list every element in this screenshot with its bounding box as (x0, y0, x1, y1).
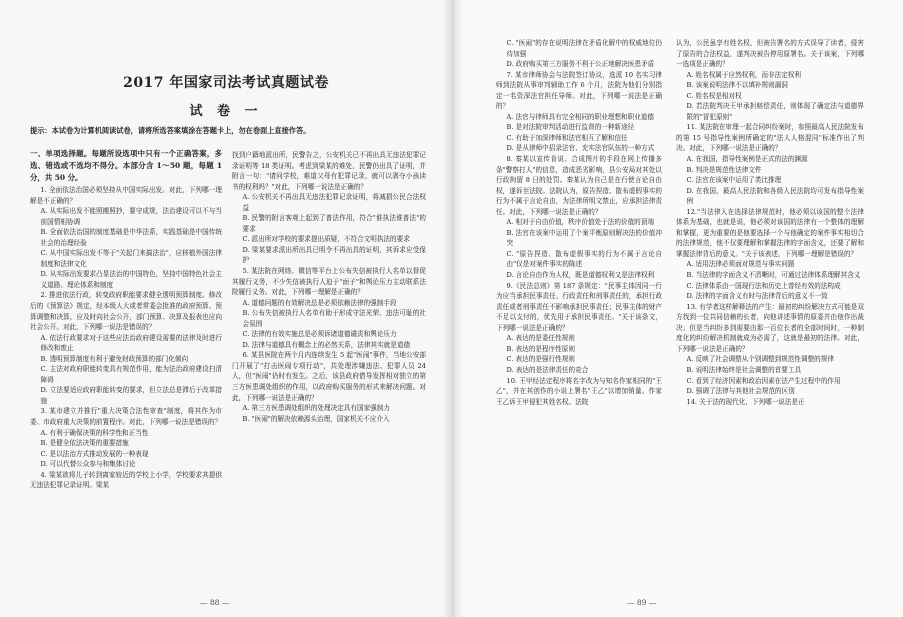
answer-option: B. 表达的是程序性原则 (506, 344, 575, 353)
answer-option: D. 言论自由作为人权，既是道德权利又是法律权利 (506, 271, 655, 280)
question-text: 4. 梁某欲将儿子转到离家较近的学校上小学，学校要求其提供无违法犯罪记录证明。梁某 (30, 470, 222, 490)
answer-option: B. 公布失信被执行人名单有助于形成守法光荣、违法可耻的社会氛围 (242, 309, 426, 328)
question-text: 8. 秦某以宣传肯说、合成图片的手段在网上传播多条"警察打人"的信息，造成恶劣影响，县公安局对其处以行政拘留 8 日的处罚。秦某认为自己是在行使言论自由权，遂诉至法院。法院认为，原告捏造、散布虚假事实的行为不属于言论自由，为法律所明文禁止，应承担法律责任。对此，下列哪一说法是正确的？ (496, 155, 662, 216)
answer-option: B. 透明预算制度有利于避免财政预算的部门化倾向 (40, 354, 189, 363)
answer-option: D. 法律的字面含义有时与法律背后的意义不一致 (686, 292, 828, 301)
answer-option: D. 表达的是法律责任的竞合 (506, 365, 589, 374)
answer-option: B. 当法律的字面含义不清晰时，可通过法律体系理解其含义 (686, 271, 861, 280)
answer-option: C. 法律体系由一国现行法和历史上曾经有效的法构成 (686, 281, 841, 290)
answer-option: B. 说明法律始终是社会调整的首要工具 (686, 365, 802, 374)
answer-option: C. 派出所对学校的要求提出质疑，不符合文明执法的要求 (242, 235, 410, 244)
answer-option: C. 法律的有效实施总是必须诉诸道德谴责和舆论压力 (242, 330, 397, 339)
answer-option: A. 在我国，指导性案例是正式的法的渊源 (686, 155, 808, 164)
answer-option: D. 从实际出发要求凸显法治的中国特色，坚持中国特色社会主义道路、理论体系和制度 (40, 270, 222, 289)
question-text: 2. 推进依法行政，转变政府职能要求健全透明预算制度。修改后的《预算法》规定，经本级人大或者常委会批准的政府预算、预算调整和决算，应及时向社会公开，部门预算、决算及报表也应向社会公开。对此，下列哪一说法是错误的？ (30, 291, 222, 332)
right-column-2 (676, 38, 864, 594)
right-column-1 (496, 38, 662, 594)
answer-option: D. 立法要适应政府职能转变的要求，但立法总是滞后于改革措施 (40, 386, 222, 405)
question-text: 1. 全面依法治国必须坚持从中国实际出发。对此，下列哪一理解是不正确的？ (30, 186, 222, 205)
answer-option: A. 公安机关不再出具无违法犯罪记录证明，将减损公民合法权益 (242, 193, 426, 212)
question-text: 6. 某县医院在两个月内连续发生 5 起"医闹"事件，当地公安部门开展了"打击医闹专项行动"，共处理涉嫌违法、犯罪人员 24 人，但"医闹"仍时有发生。之后，该县政府借导发挥相对独立的第三方医患调处组织的作用，以政府购买服务的形式来解决问题。对此，下列哪一说法是正确的？ (232, 351, 426, 402)
exam-title: 2017 年国家司法考试真题试卷 (123, 75, 329, 91)
answer-option: C. 是以法治方式推动发展的一种表现 (40, 449, 149, 458)
section-heading: 一、单项选择题。每题所设选项中只有一个正确答案，多选、错选或不选均不得分。本部分含 1～50 题，每题 1 分，共 50 分。 (30, 149, 222, 182)
answer-option: A. 姓名权属于应然权利，而非法定权利 (686, 70, 801, 79)
answer-option: C. 表达的是强行性规则 (506, 355, 575, 364)
answer-option: B. 全面依法治国的制度基础是中华法系，实践基础是中国传统社会的治理经验 (40, 228, 222, 247)
answer-option: A. 法官与律师具有完全相同的职业理想和职业道德 (506, 112, 654, 121)
question-text: 3. 某市建立并推行"重大决策合法性审查"制度，将其作为市委、市政府重大决策的前置程序。对此，下列哪一说法是错误的？ (30, 407, 222, 427)
question-text: 13. 有学者这样解释法的产生：最初的纠纷解决方式可能是双方找到一位共同信赖的长者，向他讲述事情的原委并由他作出裁决；但是当纠纷多到需要由那一百位长者的全部时间时，一种制度化的纠纷解决机制就成为必需了，这就是最初的法律。对此，下列哪一说法是正确的？ (676, 302, 864, 353)
answer-option: D. 强调了法律与其他社会规范的区别 (686, 387, 795, 396)
question-text: 12."当法律人在选择法律规范时，他必须以该国的整个法律体系为基础，也就是说，他必须对该国的法律有一个整体的理解和掌握，更为重要的是他要选择一个与他确定的案件事实相切合的法律规范，他不仅要理解和掌握法律的字面含义，还要了解和掌握法律背后的意义。"关于该表述，下列哪一理解是错误的？ (676, 207, 864, 258)
left-column-2 (232, 150, 426, 586)
answer-option: A. 适用法律必须面对规范与事实问题 (686, 260, 795, 269)
answer-option: C. 看到了经济因素和政治因素在法产生过程中的作用 (686, 376, 841, 385)
answer-option: A. 表达的是委任性规则 (506, 334, 575, 343)
question-text: 9.《民法总则》第 187 条规定："民事主体因同一行为应当承担民事责任、行政责任和刑事责任的，承担行政责任或者刑事责任不影响承担民事责任；民事主体的财产不足以支付的，优先用于承担民事责任。"关于该条文，下列哪一说法是正确的？ (496, 281, 662, 332)
answer-option: B. 民警的附言客观上起到了普法作用，符合"谁执法谁普法"的要求 (242, 214, 426, 233)
answer-option: B. 判决是规范性法律文件 (686, 165, 762, 174)
answer-option: D. 若法院判决王甲承担赔偿责任，则体现了确定法与道德界限的"冒犯原则" (686, 102, 864, 121)
answer-option: D. 政府购买第三方服务不利于公正地解决医患矛盾 (506, 60, 655, 69)
left-column-1 (30, 148, 222, 584)
answer-option: A. 从实际出发不能照搬照抄，要守成规，法治建设可以不与当前国情相协调 (40, 207, 222, 226)
answer-option: A. 有利于确保决策的科学性和正当性 (40, 428, 149, 437)
question-text: 10. 王甲经法定程序将名字改为与知名作家相同的"王乙"，并在其创作的小说上署名"王乙"以增加销量。作家王乙诉王甲侵犯其姓名权。法院 (496, 376, 662, 406)
answer-option: D. 梁某要求派出所出具已明令不再出具的证明，其诉求应受保护 (242, 245, 426, 265)
book-gutter-shadow (442, 0, 464, 617)
answer-option: A. 相对于自由价值，秩序价值处于法的价值的顶端 (506, 218, 654, 227)
answer-option: A. 道德问题的有效解决总是必须依赖法律的强制手段 (242, 298, 397, 307)
answer-option: D. 法律与道德具有概念上的必然关系，法律其实就是道德 (242, 340, 411, 349)
right-page (452, 0, 903, 617)
answer-option: C. 法官在该案中运用了类比推理 (686, 176, 782, 185)
question-continuation: 找到户籍地派出所，民警告之，公安机关已不再出具无违法犯罪记录证明等 18 类证明。考虑到梁某的难处，民警仍出具了证明，并附言一句："请问学校，难道父母有犯罪记录，就可以剥夺小孩读书的权利吗？"对此，下列哪一说法是正确的？ (232, 151, 426, 191)
answer-option: C. 有助于加深律师和法官相互了解和信任 (506, 133, 628, 142)
answer-option: D. 在我国，最高人民法院和各级人民法院均可发布指导性案例 (686, 186, 864, 206)
answer-option: C. 主法对政府职能转变具有规范作用，能为法治政府建设扫清障碍 (40, 365, 222, 384)
question-text: 14. 关于法的现代化，下列哪一说法是正 (686, 397, 805, 406)
answer-option: B. 法官在该案中运用了个案平衡原则解决法的价值冲突 (506, 228, 662, 248)
page-number-right: — 89 — (627, 598, 657, 607)
answer-option: C. "医闹"的存在说明法律在矛盾化解中的权威地位仍待加强 (506, 39, 662, 58)
answer-option: D. 可以代替公众参与和集体讨论 (40, 460, 136, 469)
exam-paper-subtitle: 试 卷 一 (189, 104, 263, 119)
answer-option: B. "医闹"的解决依赖源头治理，国家机关不应介入 (242, 414, 390, 423)
answer-option: C. 从中国实际出发不等于"关起门来搞法治"，应移植外国法律制度和法律文化 (40, 249, 222, 268)
exam-tips: 提示：本试卷为计算机阅读试卷，请将所选答案填涂在答题卡上，勿在卷面上直接作答。 (30, 126, 311, 135)
question-continuation: 认为，公民虽享有姓名权，但被告署名的方式误导了读者，侵害了原告的合法权益，遂判决被告停用原署名。关于该案，下列哪一选项是正确的？ (676, 39, 864, 69)
answer-option: B. 是对法院审判活动进行监督的一种新途径 (506, 123, 635, 132)
question-text: 7. 某市律师协会与法院签订协议，选派 10 名实习律师到法院从事审判辅助工作 6 个月，法院为他们分别指定一名资深法官担任导师。对此，下列哪一说法是正确的？ (496, 70, 662, 111)
answer-option: D. 是从律师中招录法官、充实法官队伍的一种方式 (506, 144, 655, 153)
question-text: 5. 某法院在网络、微信等平台上公布失信被执行人名单以督促其履行义务，不少失信被执行人迫于"面子"和舆论压力主动联系法院履行义务。对此，下列哪一理解是正确的？ (232, 267, 426, 297)
answer-option: C. 姓名权是相对权 (686, 91, 742, 100)
answer-option: C. "原告捏造、散布虚假事实的行为不属于言论自由"仅是对案件事实的陈述 (506, 249, 662, 269)
answer-option: B. 该案说明法律不以填补规则漏洞 (686, 81, 788, 90)
answer-option: A. 第三方医患调处组织的处理决定具有国家强制力 (242, 404, 390, 413)
answer-option: A. 反映了社会调整从个别调整到规范性调整的规律 (686, 355, 834, 364)
answer-option: B. 是健全依法决策的重要措施 (40, 439, 129, 448)
page-number-left: — 88 — (200, 598, 230, 607)
question-text: 11. 某法院在审理一起合同纠纷案时，参照最高人民法院发布的第 15 号指导性案例所确定的"法人人格混同"标准作出了判决。对此，下列哪一说法是正确的？ (676, 123, 864, 153)
answer-option: A. 依法行政要求对于这些应法治政府建设需要的法律及时进行修改和废止 (40, 333, 222, 353)
